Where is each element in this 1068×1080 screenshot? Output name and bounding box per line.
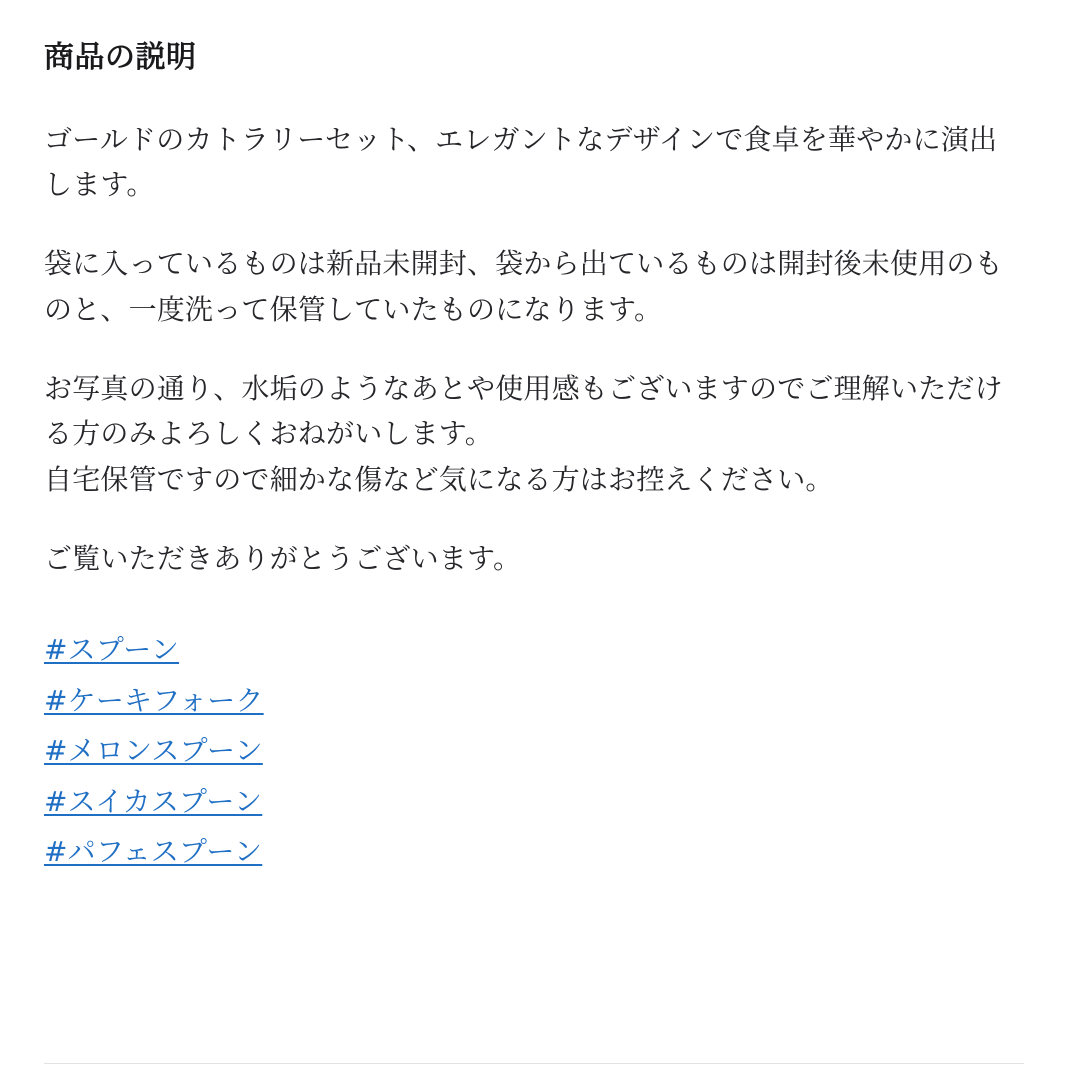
hashtag-link-cake-fork[interactable]: #ケーキフォーク	[44, 683, 264, 717]
page-title: 商品の説明	[44, 40, 197, 75]
description-paragraph-3: お写真の通り、水垢のようなあとや使用感もございますのでご理解いただける方のみよろしくおねがいします。	[44, 371, 1003, 451]
hashtag-link-spoon[interactable]: #スプーン	[44, 633, 180, 667]
description-paragraph-4: 自宅保管ですので細かな傷など気になる方はお控えください。	[44, 462, 834, 496]
hashtag-link-parfait-spoon[interactable]: #パフェスプーン	[44, 834, 263, 868]
hashtag-link-suika-spoon[interactable]: #スイカスプーン	[44, 784, 263, 818]
description-paragraph-5: ご覧いただきありがとうございます。	[44, 542, 522, 576]
description-paragraph-2: 袋に入っているものは新品未開封、袋から出ているものは開封後未使用のものと、一度洗って保管していたものになります。	[44, 247, 1003, 326]
description-paragraph-1: ゴールドのカトラリーセット、エレガントなデザインで食卓を華やかに演出します。	[44, 122, 998, 201]
hashtag-list	[44, 625, 1024, 877]
hashtag-link-melon-spoon[interactable]: #メロンスプーン	[44, 734, 263, 768]
section-divider	[44, 1063, 1024, 1064]
